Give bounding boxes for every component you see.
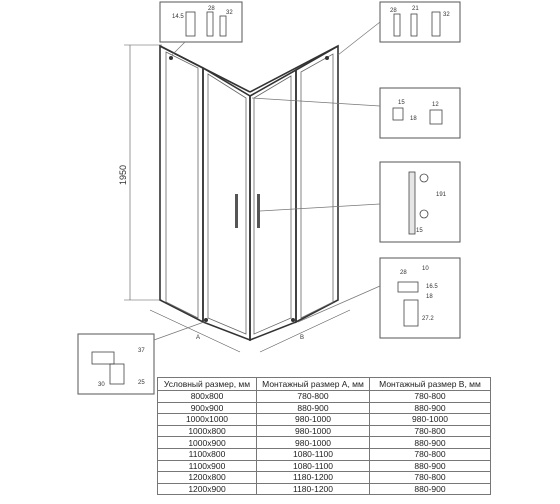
table-row: 1000x800 980-1000 780-800 bbox=[158, 425, 491, 437]
table-row: 1000x900 980-1000 880-900 bbox=[158, 437, 491, 449]
table-row: 1000x1000 980-1000 980-1000 bbox=[158, 414, 491, 426]
callout-upper-right bbox=[252, 88, 460, 138]
svg-text:27.2: 27.2 bbox=[422, 316, 434, 322]
svg-text:18: 18 bbox=[426, 294, 433, 300]
svg-text:28: 28 bbox=[208, 6, 215, 12]
svg-text:15: 15 bbox=[416, 228, 423, 234]
svg-text:30: 30 bbox=[98, 382, 105, 388]
svg-text:14.5: 14.5 bbox=[172, 14, 184, 20]
header-mount-b: Монтажный размер В, мм bbox=[370, 378, 491, 391]
sizes-table bbox=[157, 377, 491, 495]
svg-text:15: 15 bbox=[398, 100, 405, 106]
left-handle-icon bbox=[235, 194, 238, 228]
svg-text:32: 32 bbox=[443, 12, 450, 18]
table-row: 800x800 780-800 780-800 bbox=[158, 391, 491, 403]
table-row: 1200x900 1180-1200 880-900 bbox=[158, 483, 491, 495]
table-row: 1200x800 1180-1200 780-800 bbox=[158, 472, 491, 484]
callout-lower-right bbox=[298, 258, 460, 338]
svg-text:18: 18 bbox=[410, 116, 417, 122]
height-dimension bbox=[118, 45, 162, 300]
table-row: 1100x800 1080-1100 780-800 bbox=[158, 448, 491, 460]
svg-text:21: 21 bbox=[412, 6, 419, 12]
svg-text:191: 191 bbox=[436, 192, 447, 198]
svg-text:16.5: 16.5 bbox=[426, 284, 438, 290]
svg-text:28: 28 bbox=[400, 270, 407, 276]
svg-text:25: 25 bbox=[138, 380, 145, 386]
right-handle-icon bbox=[257, 194, 260, 228]
table-row: 900x900 880-900 880-900 bbox=[158, 402, 491, 414]
enclosure bbox=[160, 46, 338, 340]
side-b-label: B bbox=[300, 335, 305, 341]
header-mount-a: Монтажный размер А, мм bbox=[257, 378, 370, 391]
table-header-row bbox=[158, 378, 491, 391]
header-nominal-size: Условный размер, мм bbox=[158, 378, 257, 391]
svg-text:32: 32 bbox=[226, 10, 233, 16]
callout-handle bbox=[260, 162, 460, 242]
height-label: 1950 bbox=[118, 164, 128, 186]
callout-top-right bbox=[338, 2, 460, 55]
svg-text:28: 28 bbox=[390, 8, 397, 14]
side-a-label: A bbox=[196, 335, 201, 341]
svg-text:12: 12 bbox=[432, 102, 439, 108]
svg-text:37: 37 bbox=[138, 348, 145, 354]
svg-text:10: 10 bbox=[422, 266, 429, 272]
callout-top-left bbox=[160, 2, 242, 55]
table-row: 1100x900 1080-1100 880-900 bbox=[158, 460, 491, 472]
